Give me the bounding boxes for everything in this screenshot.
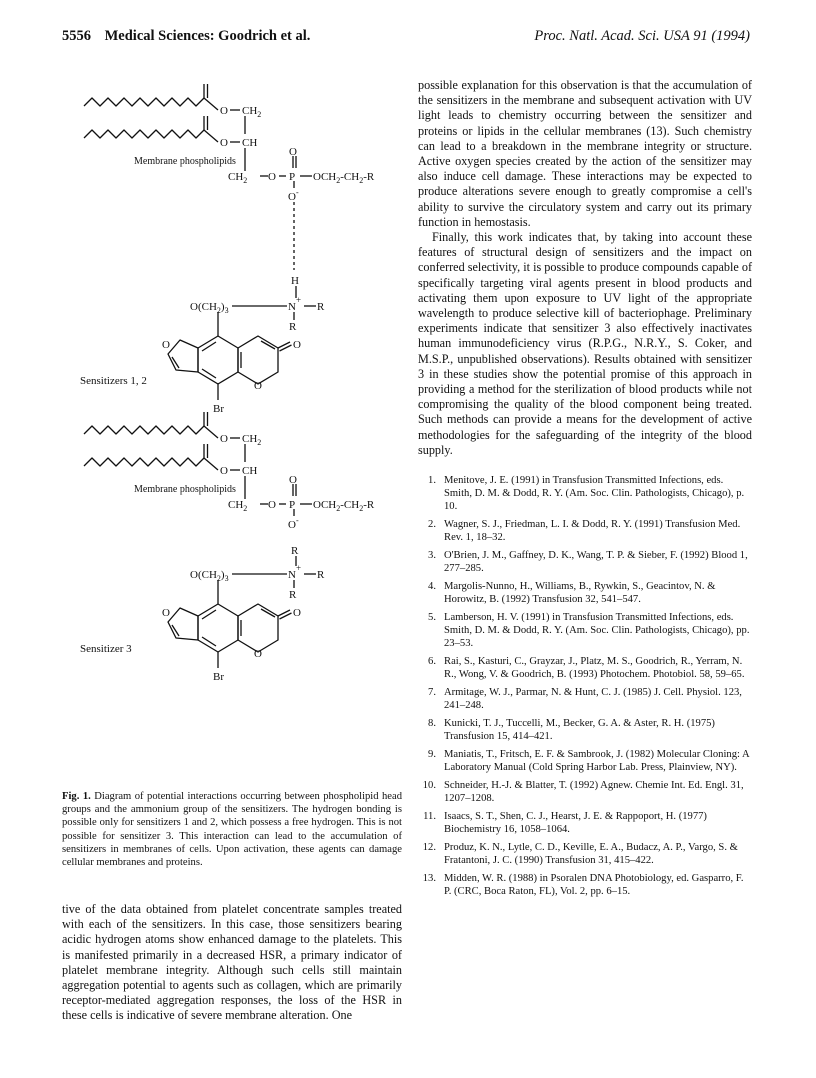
paragraph: possible explanation for this observation is that the accumulation of the sensitizers in the membrane and subsequent activation with UV light leads to chemistry occurring between the sensitizer and proteins or lipids in the cellular membranes (13). Such chemistry can lead to a breakdown in the membrane integrity or structure. Active oxygen species created by the action of the sensitizer may also induce cell damage. These interactions may be expected to produce alterations severe enough to greatly compromise a cell's ability to survive the circulatory system and carry out its primary function in hemostasis. [418, 78, 752, 229]
reference-item: 2. Wagner, S. J., Friedman, L. I. & Dodd, R. Y. (1991) Transfusion Med. Rev. 1, 18–32. [428, 519, 741, 544]
page-header [62, 28, 750, 48]
group-OCH2CH2R: $OCH_2-CH_2-R$ [313, 499, 375, 513]
atom-H: H [291, 275, 299, 287]
figure-1 [60, 78, 402, 778]
page-number: 5556 [62, 28, 91, 44]
atom-O: O [289, 146, 297, 158]
sensitizer-label: Sensitizer 3 [80, 643, 132, 655]
fatty-acid-chain [84, 426, 204, 434]
atom-O: O [293, 607, 301, 619]
atom-R: R [289, 321, 297, 333]
journal-citation: Proc. Natl. Acad. Sci. USA 91 (1994) [534, 28, 750, 44]
ring-pyranone [238, 336, 278, 384]
atom-O: O [254, 380, 262, 392]
atom-O: O [268, 171, 276, 183]
atom-O: O [220, 433, 228, 445]
figure-caption [62, 790, 402, 869]
fatty-acid-chain [84, 458, 204, 466]
atom-P: P [289, 499, 296, 511]
reference-item: 12. Produz, K. N., Lytle, C. D., Keville, E. A., Budacz, A. P., Vargo, S. & Fratantoni, J. C. (1990) Transfusion 31, 415–422. [422, 842, 738, 867]
group-OCH2: $O(CH_2)_3$ [190, 569, 229, 583]
bond [204, 98, 218, 110]
atom-O: O [254, 648, 262, 660]
ring-furan [168, 340, 198, 372]
reference-item: 9. Maniatis, T., Fritsch, E. F. & Sambrook, J. (1982) Molecular Cloning: A Laboratory Manual (Cold Spring Harbor Lab. Press, Plainview, NY). [428, 749, 750, 774]
atom-O-minus: O- [288, 516, 299, 531]
atom-P: P [289, 171, 296, 183]
atom-Br: Br [213, 671, 224, 683]
atom-O: O [162, 607, 170, 619]
atom-O: O [293, 339, 301, 351]
paragraph: Finally, this work indicates that, by taking into account these features of structural design of sensitizers and the impact on conferred selectivity, it is possible to produce compounds capable of specifically targeting viral agents present in blood products and activating them upon exposure to UV light of the appropriate wavelength to produce selective kill of bacteriophage. Preliminary experiments indicate that sensitizer 3 also effectively inactivates human immunodeficiency virus (R.P.G., N.R.Y., S. Coker, and M.S.P., unpublished observations). Results obtained with sensitizer 3 in these studies show the potential promise of this approach in providing a method for the sterilization of blood products while not compromising the quality of the blood component being treated. Such methods can provide a means for the development of active methodologies for the safeguarding of the integrity of the blood supply. [418, 230, 752, 457]
atom-O: O [220, 105, 228, 117]
atom-O-minus: O- [288, 188, 299, 203]
reference-item: 5. Lamberson, H. V. (1991) in Transfusion Transmitted Infections, eds. Smith, D. M. & Dodd, R. Y. (Am. Soc. Clin. Pathologists, Chicago), pp. 23–53. [428, 612, 750, 650]
reference-item: 4. Margolis-Nunno, H., Williams, B., Rywkin, S., Geacintov, N. & Horowitz, B. (1992) Transfusion 32, 541–547. [428, 581, 716, 606]
atom-CH2: $CH_2$ [228, 499, 248, 513]
atom-CH: CH [242, 465, 258, 477]
reference-item: 11. Isaacs, S. T., Shen, C. J., Hearst, J. E. & Rappoport, H. (1977) Biochemistry 16, 1058–1064. [423, 811, 707, 836]
reference-item: 7. Armitage, W. J., Parmar, N. & Hunt, C. J. (1985) J. Cell. Physiol. 123, 241–248. [428, 687, 742, 712]
group-OCH2CH2R: $OCH_2-CH_2-R$ [313, 171, 375, 185]
atom-O: O [220, 465, 228, 477]
fatty-acid-chain [84, 130, 204, 138]
reference-item: 10. Schneider, H.-J. & Blatter, T. (1992) Agnew. Chemie Int. Ed. Engl. 31, 1207–1208. [422, 780, 744, 805]
atom-O: O [289, 474, 297, 486]
atom-Br: Br [213, 403, 224, 415]
atom-O: O [268, 499, 276, 511]
atom-O: O [162, 339, 170, 351]
atom-N-plus: N+ [288, 563, 302, 581]
atom-N-plus: N+ [288, 295, 302, 313]
atom-CH: CH [242, 137, 258, 149]
reference-item: 3. O'Brien, J. M., Gaffney, D. K., Wang, T. P. & Sieber, F. (1992) Blood 1, 277–285. [428, 550, 748, 575]
atom-CH2: $CH_2$ [242, 433, 262, 447]
fatty-acid-chain [84, 98, 204, 106]
reference-item: 1. Menitove, J. E. (1991) in Transfusion Transmitted Infections, eds. Smith, D. M. & Dodd, R. Y. (Am. Soc. Clin. Pathologists, Chicago), p. 10. [428, 475, 745, 513]
left-body-text: tive of the data obtained from platelet concentrate samples treated with each of the sensitizers. In this case, those sensitizers bearing acidic hydrogen atoms show enhanced damage to the platelets. This is manifested primarily in a decreased HSR, a primary indicator of platelet membrane integrity. Although such cells still maintain aggregation potential to agents such as collagen, which are primarily receptor-mediated aggregation responses, the loss of the HSR in these cells is indicative of severe membrane alteration. One [62, 902, 402, 1023]
atom-O: O [220, 137, 228, 149]
atom-R: R [317, 569, 325, 581]
group-OCH2: $O(CH_2)_3$ [190, 301, 229, 315]
running-title: Medical Sciences: Goodrich et al. [104, 28, 311, 44]
membrane-label: Membrane phospholipids [134, 156, 236, 167]
header-left [62, 28, 310, 45]
membrane-label: Membrane phospholipids [134, 484, 236, 495]
structure-sensitizer-3 [84, 412, 316, 668]
reference-item: 6. Rai, S., Kasturi, C., Grayzar, J., Platz, M. S., Goodrich, R., Yerram, N. R., Wong, V. & Goodrich, B. (1993) Photochem. Photobiol. 58, 59–65. [428, 656, 745, 681]
reference-list [418, 474, 752, 898]
sensitizer-label: Sensitizers 1, 2 [80, 375, 147, 387]
structure-sensitizers-1-2 [84, 84, 316, 400]
caption-text: Diagram of potential interactions occurring between phospholipid head groups and the ammonium group of the sensitizers. The hydrogen bonding is possible only for sensitizers 1 and 2, which possess a free hydrogen. This is not possible for sensitizer 3. This interaction can lead to the accumulation of sensitizers in membranes of cells. Upon activation, these agents can damage cellular membranes and proteins. [62, 791, 402, 869]
reference-item: 8. Kunicki, T. J., Tuccelli, M., Becker, G. A. & Aster, R. H. (1975) Transfusion 15, 414–421. [428, 718, 715, 743]
right-column [418, 78, 752, 903]
bond [204, 130, 218, 142]
atom-R: R [317, 301, 325, 313]
caption-label: Fig. 1. [62, 791, 91, 802]
atom-CH2: $CH_2$ [242, 105, 262, 119]
atom-CH2: $CH_2$ [228, 171, 248, 185]
reference-item: 13. Midden, W. R. (1988) in Psoralen DNA Photobiology, ed. Gasparro, F. P. (CRC, Boca Raton, FL), Vol. 2, pp. 6–15. [422, 873, 744, 898]
atom-R: R [289, 589, 297, 601]
right-body [418, 78, 752, 458]
structure-diagram [60, 78, 402, 778]
atom-R: R [291, 545, 299, 557]
ring-benzene [198, 336, 238, 384]
